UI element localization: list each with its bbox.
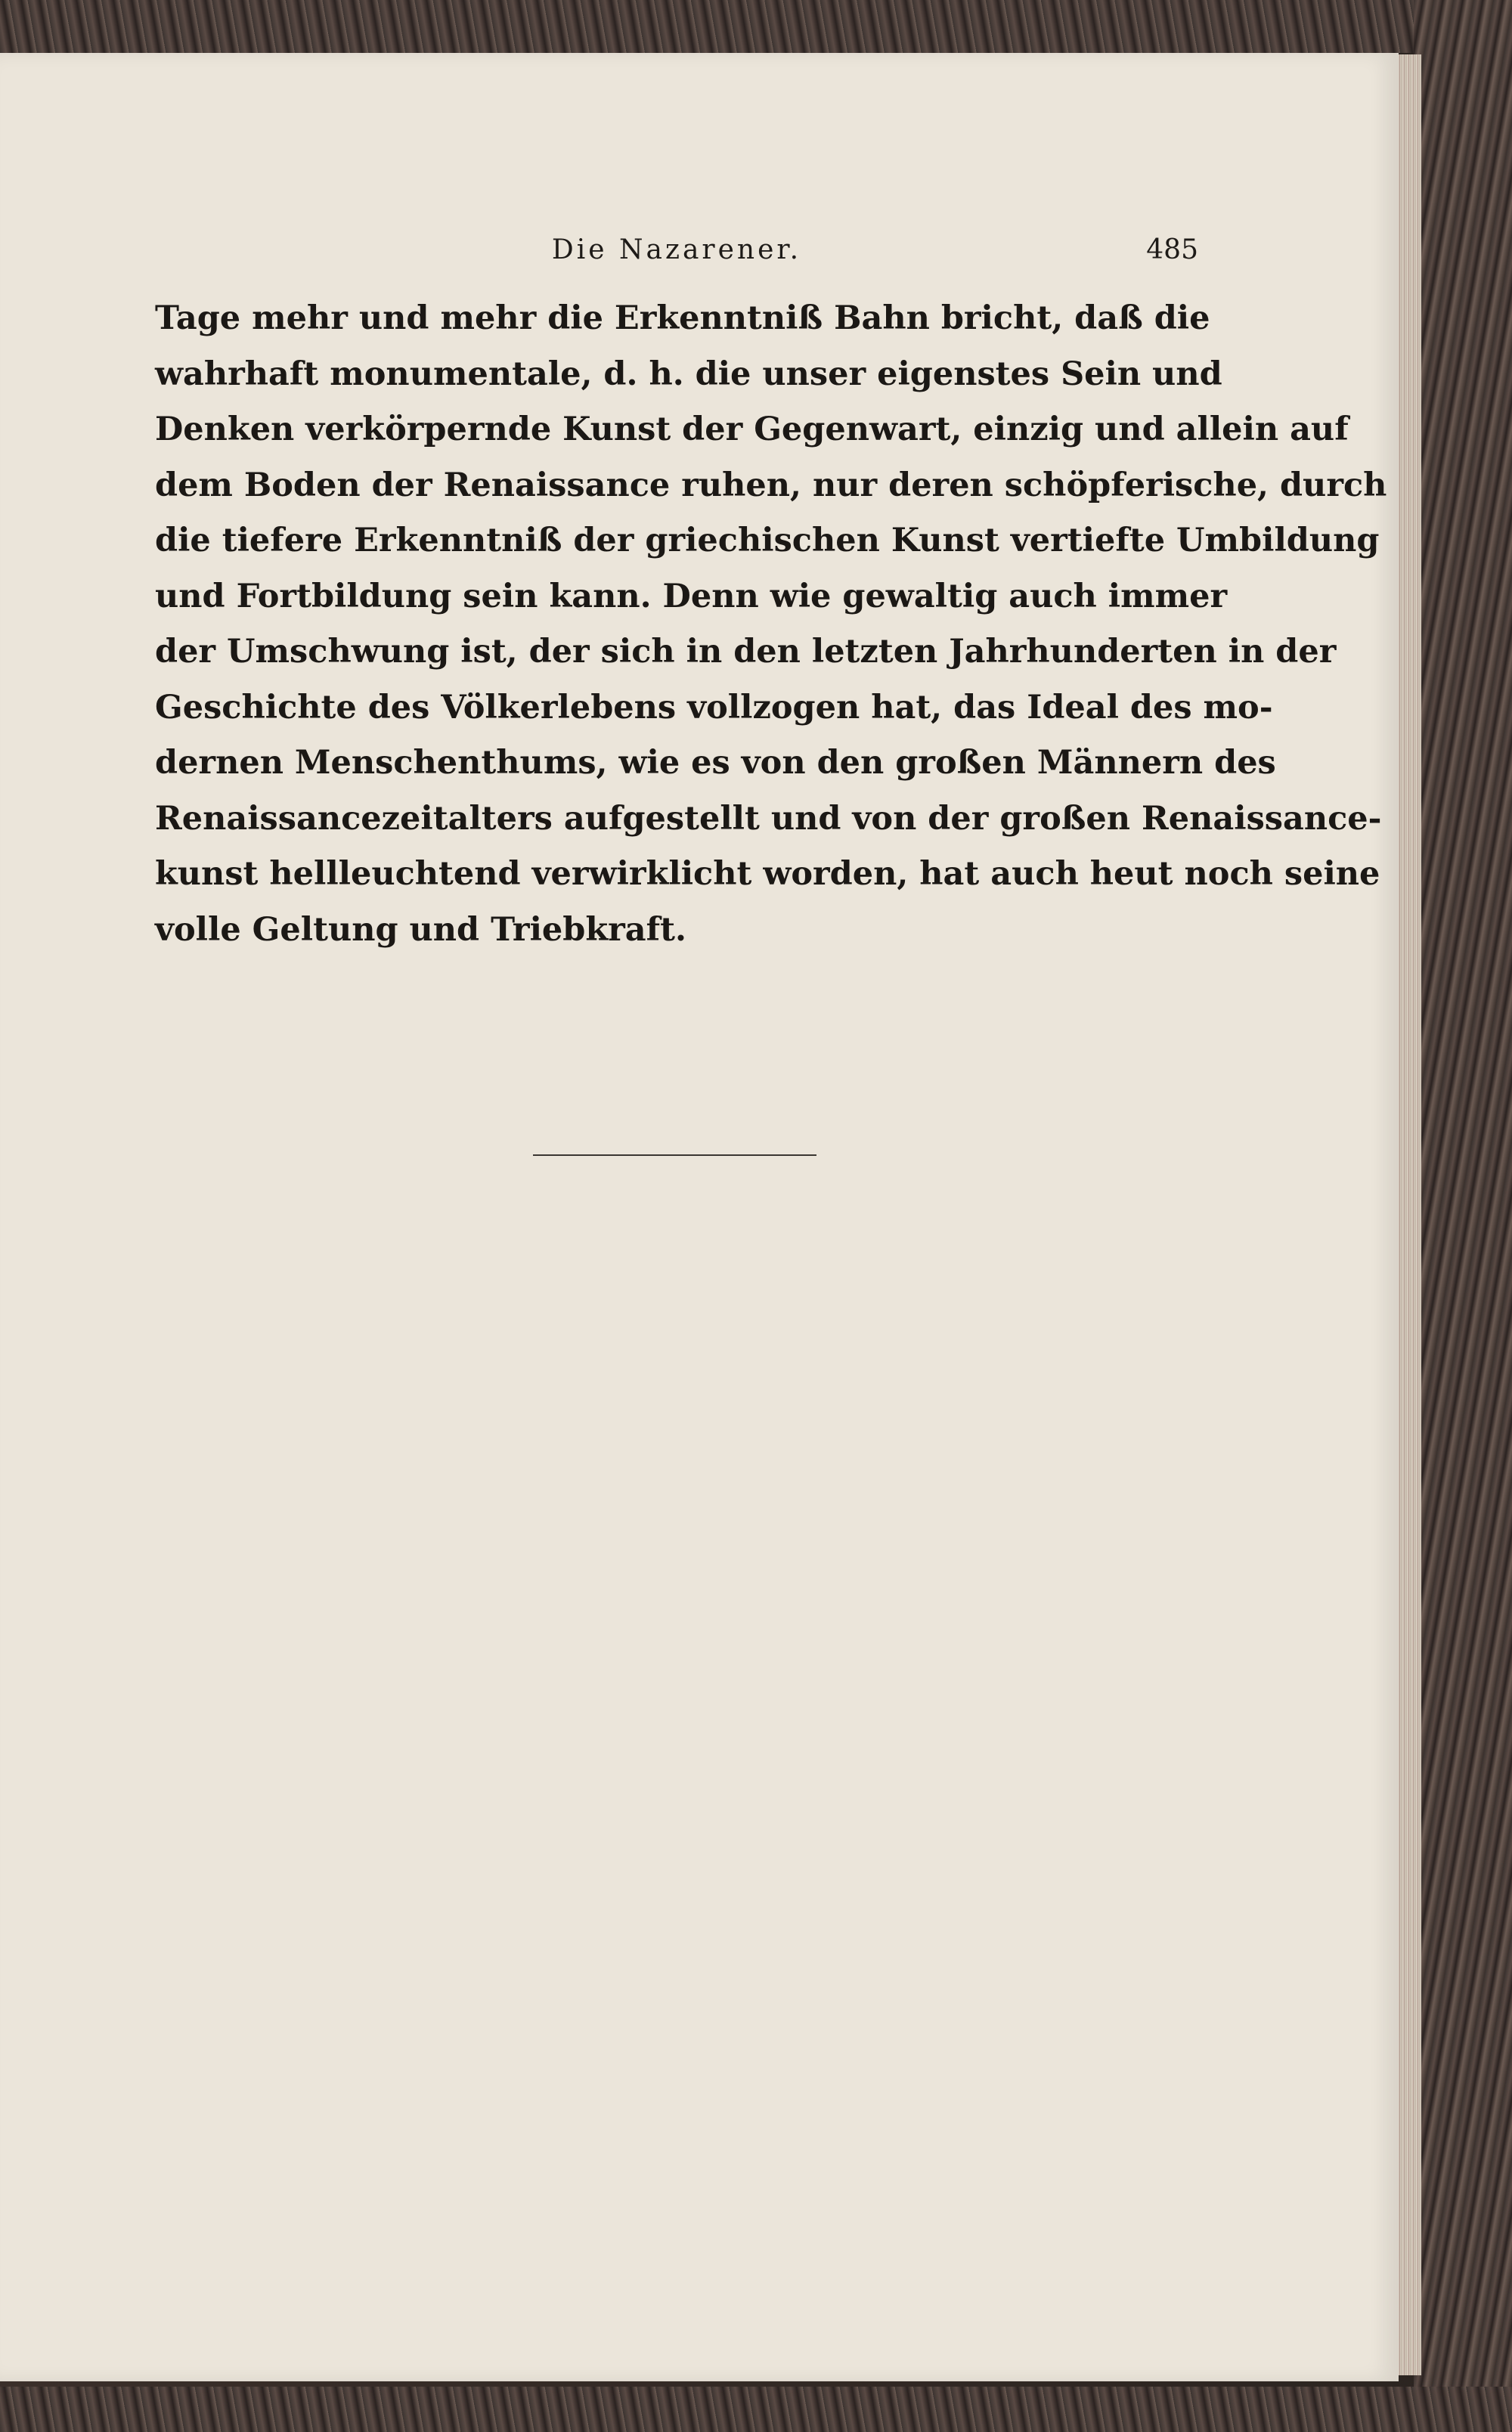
text-line: der Umschwung ist, der sich in den letzten Jahrhunderten in der: [155, 633, 1337, 671]
text-line: volle Geltung und Triebkraft.: [155, 910, 686, 949]
text-line: wahrhaft monumentale, d. h. die unser eigenstes Sein und: [155, 355, 1222, 393]
text-line: Geschichte des Völkerlebens vollzogen hat, das Ideal des mo-: [155, 688, 1273, 727]
text-line: Tage mehr und mehr die Erkenntniß Bahn bricht, daß die: [155, 299, 1210, 337]
section-end-rule: [533, 1154, 816, 1156]
text-line: die tiefere Erkenntniß der griechischen Kunst vertiefte Umbildung: [155, 522, 1380, 559]
text-line: kunst hellleuchtend verwirklicht worden, hat auch heut noch seine: [155, 855, 1380, 893]
page-number: 485: [1146, 234, 1198, 265]
cover-top-edge: [0, 0, 1512, 53]
show-through-texture: [151, 945, 1210, 2155]
body-paragraph: [155, 291, 1387, 958]
text-line: dernen Menschenthums, wie es von den großen Männern des: [155, 744, 1276, 782]
page-header: [155, 234, 1198, 272]
text-line: Denken verkörpernde Kunst der Gegenwart, einzig und allein auf: [155, 410, 1349, 448]
text-line: dem Boden der Renaissance ruhen, nur deren schöpferische, durch: [155, 466, 1387, 504]
marbled-cover-board: [1414, 0, 1512, 2432]
running-title: Die Nazarener.: [551, 234, 802, 265]
cover-bottom-edge: [0, 2387, 1512, 2432]
text-line: und Fortbildung sein kann. Denn wie gewaltig auch immer: [155, 577, 1228, 615]
text-line: Renaissancezeitalters aufgestellt und von der großen Renaissance-: [155, 799, 1382, 838]
